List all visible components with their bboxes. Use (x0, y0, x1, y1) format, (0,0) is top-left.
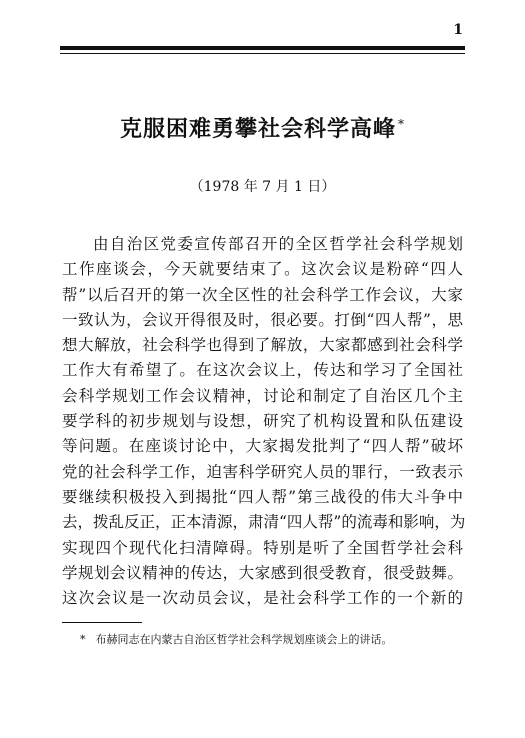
body-line: 工作座谈会，今天就要结束了。这次会议是粉碎“四人 (62, 260, 463, 279)
body-line: 学规划会议精神的传达，大家感到很受教育，很受鼓舞。 (62, 563, 463, 582)
body-line: 想大解放，社会科学也得到了解放，大家都感到社会科学 (62, 336, 463, 355)
footnote (80, 632, 485, 648)
footnote-mark: * (80, 633, 86, 646)
footnote-text: 布赫同志在内蒙古自治区哲学社会科学规划座谈会上的讲话。 (95, 633, 393, 646)
page-number: 1 (453, 22, 463, 38)
body-line: 实现四个现代化扫清障碍。特别是听了全国哲学社会科 (62, 538, 463, 557)
body-line: 一致认为，会议开得很及时，很必要。打倒“四人帮”，思 (62, 310, 463, 329)
body-line: 会科学规划工作会议精神，讨论和制定了自治区几个主 (62, 386, 463, 405)
article-title-text: 克服困难勇攀社会科学高峰 (119, 116, 396, 142)
footnote-rule (62, 622, 142, 623)
article-body (62, 232, 466, 611)
body-line: 这次会议是一次动员会议，是社会科学工作的一个新的 (62, 589, 463, 608)
body-line: 工作大有希望了。在这次会议上，传达和学习了全国社 (62, 361, 463, 380)
body-line: 等问题。在座谈讨论中，大家揭发批判了“四人帮”破坏 (62, 437, 463, 456)
header-rule-thick (60, 46, 465, 50)
header-rule-thin (60, 53, 465, 54)
body-line: 帮”以后召开的第一次全区性的社会科学工作会议，大家 (62, 285, 463, 304)
article-title (0, 112, 525, 143)
body-line: 要学科的初步规划与设想，研究了机构设置和队伍建设 (62, 412, 463, 431)
body-line: 要继续积极投入到揭批“四人帮”第三战役的伟大斗争中 (62, 487, 463, 506)
body-line: 去，拨乱反正，正本清源，肃清“四人帮”的流毒和影响，为 (62, 513, 466, 532)
title-footnote-mark: * (398, 116, 405, 131)
article-date: （1978 年 7 月 1 日） (189, 179, 336, 195)
body-line: 党的社会科学工作，迫害科学研究人员的罪行，一致表示 (62, 462, 463, 481)
body-line: 由自治区党委宣传部召开的全区哲学社会科学规划 (93, 235, 463, 253)
